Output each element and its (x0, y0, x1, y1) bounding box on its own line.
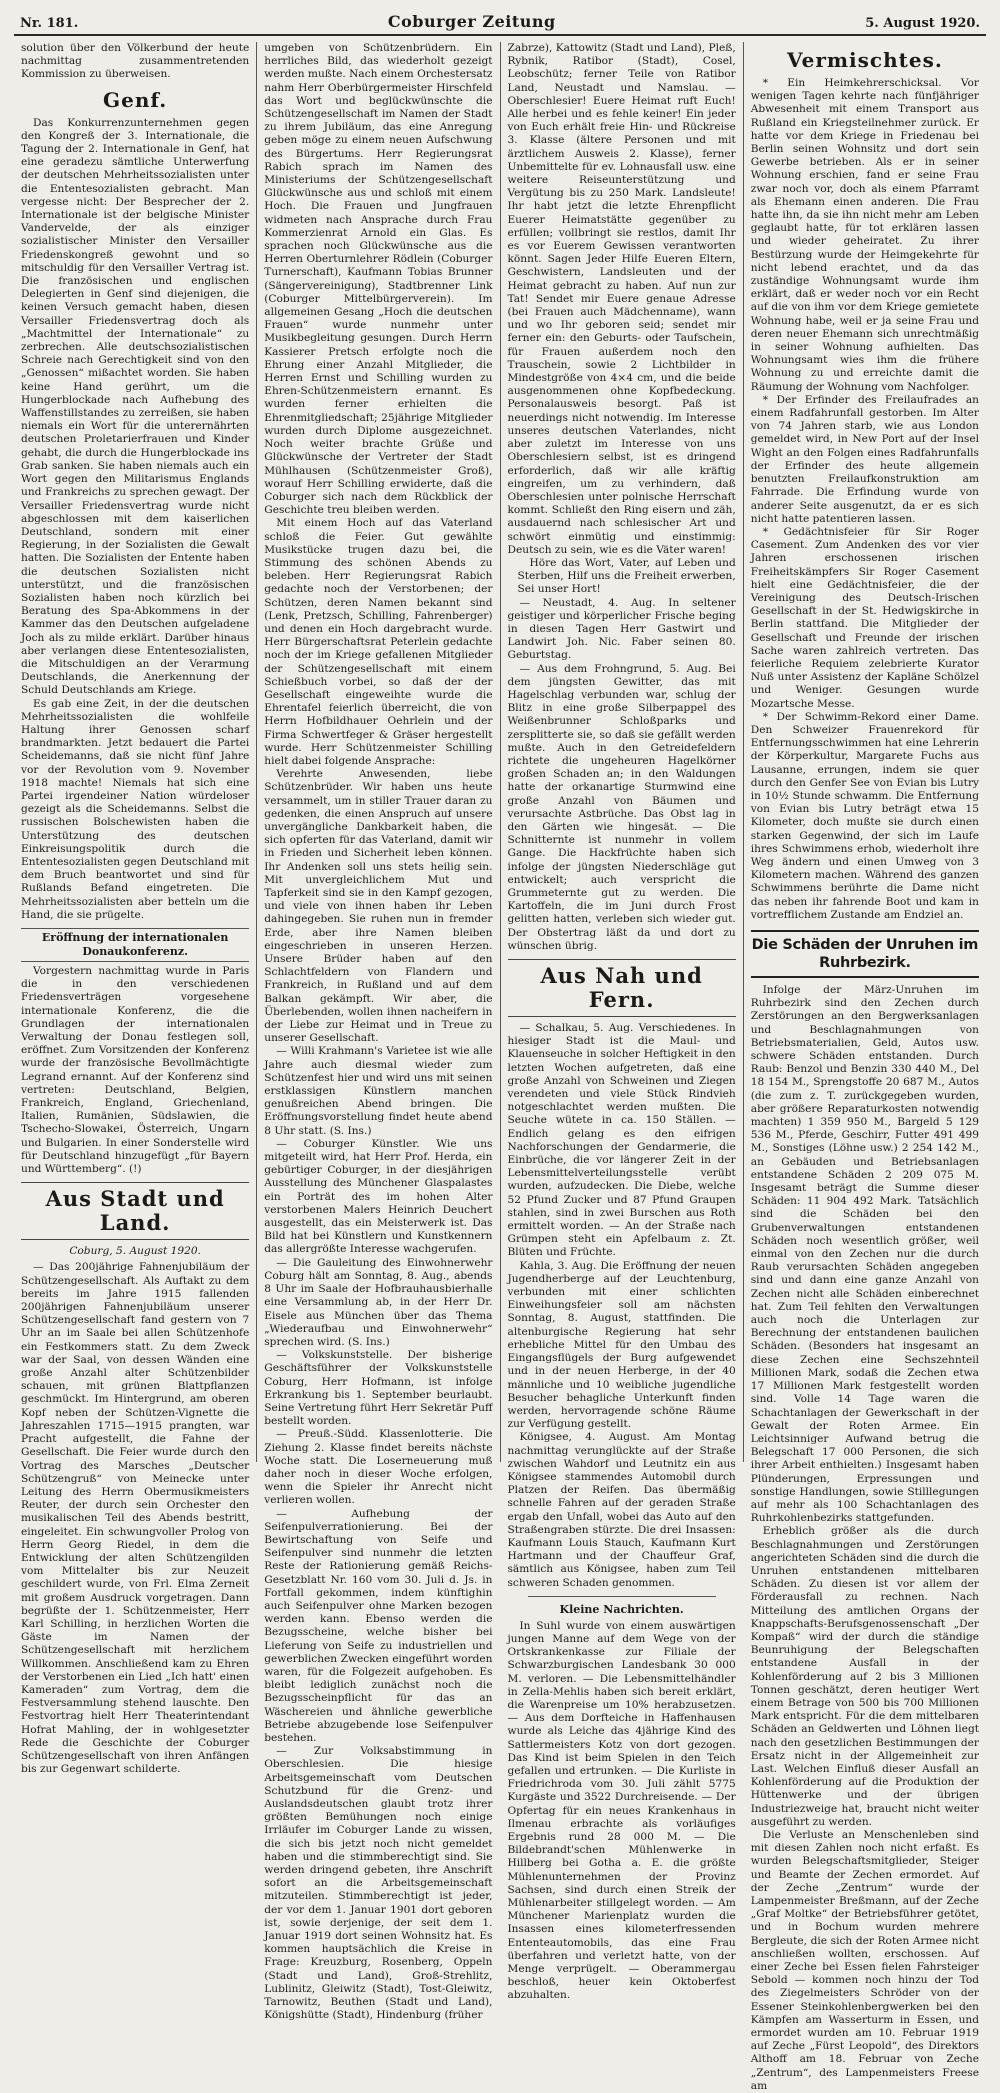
article-paragraph: * Der Schwimm-Rekord einer Dame. Den Schweizer Frauenrekord für Entfernungsschwimmen hat eine Lehrerin der Körperkultur, Margarete Fuchs aus Lausanne, errungen, indem sie quer durch den Genfer See von Evian bis Lutry in 10½ Stunde schwamm. Die Entfernung von Evian bis Lutry beträgt etwa 15 Kilometer, doch mußte sie durch einen starken Gegenwind, der sich im Laufe ihres Schwimmens erhob, wiederholt ihre Weg ändern und einen Umweg von 3 Kilometern machen. Während des ganzen Schwimmens berührte die Dame nicht das neben ihr fahrende Boot und kam in vortrefflichem Zustande am Endziel an. (750, 710, 979, 921)
column-3 (501, 42, 744, 2002)
newspaper-title: Coburger Zeitung (387, 12, 556, 31)
article-paragraph: Die Verluste an Menschenleben sind mit diesen Zahlen noch nicht erfaßt. Es wurden Belegschaftsmitglieder, Steiger und Beamte der Zechen ermordet. Auf der Zeche „Zentrum“ wurde der Lampenmeister Breßmann, auf der Zeche „Graf Moltke“ der Betriebsführer getötet, und in Bochum wurden mehrere Bergleute, die sich der Roten Armee nicht anschließen wollten, erschossen. Auf einer Zeche bei Essen fielen Fahrsteiger Sebold — kommen noch hinzu der Tod des Ziegelmeisters Schröder von der Essener Steinkohlenbergwerken bei den Kämpfen am Wasserturm in Essen, und ermordet wurden am 10. Februar 1919 auf Zeche „Fürst Leopold“, des Direktors Althoff am 18. Februar von Zeche „Zentrum“, des Lampenmeisters Freese am (750, 1829, 979, 2092)
article-paragraph: — Zur Volksabstimmung in Oberschlesien. Die hiesige Arbeitsgemeinschaft vom Deutschen Schutzbund für die Grenz- und Auslandsdeutschen glaubt trotz ihrer größten Bemühungen noch einige Irrläufer im Coburger Lande zu wissen, die sich bis jetzt noch nicht gemeldet haben und die stimmberechtigt sind. Sie werden dringend gebeten, ihre Anschrift sofort an die Arbeitsgemeinschaft mitzuteilen. Stimmberechtigt ist jeder, der vor dem 1. Januar 1901 dort geboren ist, sowie derjenige, der seit dem 1. Januar 1919 dort seinen Wohnsitz hat. Es kommen hauptsächlich die Kreise in Frage: Kreuzburg, Rosenberg, Oppeln (Stadt und Land), Groß-Strehlitz, Lublinitz, Gleiwitz (Stadt), Tost-Gleiwitz, Tarnowitz, Beuthen (Stadt und Land), Königshütte (Stadt), Hindenburg (früher (264, 1745, 493, 2022)
divider (528, 1596, 716, 1597)
article-paragraph: Infolge der März-Unruhen im Ruhrbezirk sind den Zechen durch Zerstörungen an den Bergwerksanlagen und Beschlagnahmungen von Betriebsmaterialien, Geld, Autos usw. schwere Schäden entstanden. Durch Raub: Benzol und Benzin 330 440 M., Del 18 154 M., Sprengstoffe 20 687 M., Autos (die zum z. T. zurückgegeben wurden, aber größere Reparaturkosten notwendig machten) 1 359 950 M., Bargeld 5 129 536 M., Pferde, Geschirr, Futter 491 499 M., Sonstiges (Löhne usw.) 2 254 142 M., an Gebäuden und Betriebsanlagen entstandene Schäden 2 209 075 M. Insgesamt beträgt die Summe dieser Schäden: 11 904 492 Mark. Tatsächlich sind die Schäden bei den Grubenverwaltungen entstandenen Schäden noch wesentlich größer, weil einmal von den Zechen nur die durch Raub verursachten Schäden angegeben sind und dann eine ganze Anzahl von Zechen nicht alle Schäden einberechnet hat. Zum Teil fehlten den Verwaltungen auch noch die Unterlagen zur Berechnung der entstandenen baulichen Schäden. (Besonders hat insgesamt an diese Zechen eine Sechszehnteil Millionen Mark, sodaß die Zechen etwa 17 Millionen Mark festgestellt worden sind. Volle 14 Tage waren die Schachtanlagen der Gewerkschaft in der Gewalt der Roten Armee. Ein Leichtsinniger Aufwand betrug die Belegschaft 17 000 Personen, die sich ihrer Arbeit enthielten.) Insgesamt haben Plünderungen, Erpressungen und sonstige Handlungen, sowie Stilllegungen auf mehr als 100 Schachtanlagen des Ruhrkohlenbezirks stattgefunden. (750, 984, 979, 1525)
masthead (14, 10, 986, 36)
article-paragraph: — Das 200jährige Fahnenjubiläum der Schützengesellschaft. Als Auftakt zu dem bereits im Jahre 1915 fallenden 200jährigen Fahnenjubiläum unserer Schützengesellschaft fand gestern von 7 Uhr an im Saale bei allen Schützenhofe ein Festkommers statt. Zu dem Zweck war der Saal, von dessen Wänden eine große Anzahl alter Schützenbilder schauen, mit grünen Blattpflanzen geschmückt. Im Hintergrund, am oberen Kopf neben der Schützen-Vignette die Jahreszahlen 1715—1915 prangten, war Pracht aufgestellt, die Fahne der Gesellschaft. Die Feier wurde durch den Vortrag des Marsches „Deutscher Schützengruß“ von Meinecke unter Leitung des Herrn Obermusikmeisters Reuter, der durch sein Orchester den musikalischen Teil des Abends bestritt, eingeleitet. Ein schwungvoller Prolog von Herrn Georg Riedel, in dem die Entwicklung der alten Schützengilden vom Mittelalter bis zur Neuzeit geschildert wurde, von Frl. Elma Zerneit mit großem Ausdruck vorgetragen. Dann begrüßte der 1. Schützenmeister, Herr Karl Schilling, in herzlichen Worten die Gäste im Namen der Schützengesellschaft mit herzlichem Willkommen. Anschließend kam zu Ehren der Verstorbenen ein Lied „Ich hatt' einen Kameraden“ zum Vortrag, dem die Festversammlung stehend lauschte. Den Festvortrag hielt Herr Theaterintendant Hofrat Mahling, der in wohlgesetzter Rede die Geschichte der Coburger Schützengesellschaft von ihren Anfängen bis zur Gegenwart schilderte. (21, 1261, 250, 1776)
article-paragraph: Es gab eine Zeit, in der die deutschen Mehrheitssozialisten die wohlfeile Haltung ihrer Genossen scharf brandmarkten. Jetzt bedauert die Partei Scheidemanns, daß sie nicht fünf Jahre vor der Revolution vom 9. November 1918 machte! Niemals hat sich eine Partei irgendeiner Nation würdeloser gezeigt als die Scheidemanns. Selbst die russischen Bolschewisten haben die Unterstützung des deutschen Einkreisungspolitik durch die Ententesozialisten gegen Deutschland mit dem Bruch beantwortet und sind für Rußlands Befand eingetreten. Die Mehrheitssozialisten aber betteln um die Hand, die sie prügelte. (21, 697, 250, 921)
article-paragraph: — Volkskunststelle. Der bisherige Geschäftsführer der Volkskunststelle Coburg, Herr Hofmann, ist infolge Erkrankung bis 1. September beurlaubt. Seine Vertretung führt Herr Sekretär Puff bestellt worden. (264, 1349, 493, 1428)
article-paragraph: In Suhl wurde von einem auswärtigen jungen Manne auf dem Wege von der Ortskrankenkasse zur Filiale der Schwarzburgischen Landesbank 30 000 M. verloren. — Die Lebensmittelhändler in Zella-Mehlis haben sich bereit erklärt, die Warenpreise um 10% herabzusetzen. — Aus dem Dorfteiche in Haffenhausen wurde als Leiche das 4jährige Kind des Sattlermeisters Kotz von dort gezogen. Das Kind ist beim Spielen in den Teich gefallen und ertrunken. — Die Kurliste in Friedrichroda vom 30. Juli zählt 5775 Kurgäste und 3522 Durchreisende. — Der Opfertag für ein neues Krankenhaus in Ilmenau erbrachte als vorläufiges Ergebnis rund 28 000 M. — Die Bildebrandt'schen Mühlenwerke in Hillberg bei Gotha a. E. die größte Mühlenunternehmen der Provinz Sachsen, sind durch einen Streik der Mühlenarbeiter stillgelegt worden. — Am Münchener Marienplatz wurden die Insassen eines kilometerfressenden Ententeautomobils, das eine Frau überfahren und verletzt hatte, von der Menge verprügelt. — Oberammergau beschloß, heuer kein Oktoberfest abzuhalten. (507, 1619, 736, 2002)
columns (14, 42, 986, 2092)
article-paragraph: Erheblich größer als die durch Beschlagnahmungen und Zerstörungen angerichteten Schäden sind die durch die Unruhen entstandenen mittelbaren Schäden. Zu diesen ist vor allem der Förderausfall zu rechnen. Nach Mitteilung des amtlichen Organs der Knappschafts-Berufsgenossenschaft „Der Kompaß“ wird der durch die ständige Beunruhigung der Belegschaften entstandene Ausfall in der Kohlenförderung auf 2 bis 3 Millionen Tonnen geschätzt, deren heutiger Wert einem Betrage von 500 bis 700 Millionen Mark entspricht. Für die dem mittelbaren Schäden an Geldwerten und Löhnen liegt nach den gesetzlichen Bestimmungen der Ersatz nicht in der Allgemeinheit zur Last. Welchen Einfluß dieser Ausfall an Kohlenförderung auf die Produktion der Hüttenwerke und der übrigen Industriezweige hat, braucht nicht weiter ausgeführt zu werden. (750, 1525, 979, 1828)
column-4 (744, 42, 986, 2092)
section-heading-genf: Genf. (103, 87, 168, 112)
article-paragraph: Mit einem Hoch auf das Vaterland schloß die Feier. Gut gewählte Musikstücke trugen dazu bei, die Stimmung des schönen Abends zu beleben. Herr Regierungsrat Rabich gedachte noch der Verstorbenen; der Schützen, deren Namen bekannt sind (Lenk, Pretzsch, Schilling, Fahrenberger) und denen ein Hoch dargebracht wurde. Herr Bürgerschaftsrat Peterlein gedachte noch der im Kriege gefallenen Mitglieder der Schützengesellschaft mit einem Schießbuch vorbei, so daß der der Gesellschaft eingeweihte wurde die Ehrentafel feierlich überreicht, die von Herrn Hofbildhauer Oehrlein und der Firma Schwertfeger & Gräser hergestellt wurde. Herr Schützenmeister Schilling hielt dabei folgende Ansprache: (264, 517, 493, 767)
article-paragraph: Verehrte Anwesenden, liebe Schützenbrüder. Wir haben uns heute versammelt, um in stiller Trauer daran zu gedenken, die einen Anspruch auf unsere unvergängliche Dankbarkeit haben, die sich opferten für das Vaterland, damit wir in Frieden und Sicherheit leben können. Ihr Andenken soll uns stets heilig sein. Mit unvergleichlichem Mut und Tapferkeit sind sie in den Kampf gezogen, und viele von ihnen haben ihr Leben dahingegeben. Sie ruhen nun in fremder Erde, aber ihre Namen bleiben eingeschrieben in unseren Herzen. Unsere Brüder haben auf den Schlachtfeldern von Flandern und Frankreich, in Rußland und auf dem Balkan gekämpft. Wir aber, die Überlebenden, wollen ihnen nacheifern in der Liebe zur Heimat und in Treue zu unserer Gesellschaft. (264, 768, 493, 1045)
article-paragraph: Das Konkurrenzunternehmen gegen den Kongreß der 3. Internationale, die Tagung der 2. Internationale in Genf, hat eine geradezu sämtliche Unterwerfung der deutschen Mehrheitssozialisten unter die Ententesozialisten gebracht. Man vergesse nicht: Der Besprecher der 2. Internationale ist der belgische Minister Vandervelde, der als einziger sozialistischer Minister den Versailler Friedenskongreß gewohnt und so mitschuldig für den Versailler Vertrag ist. Die französischen und englischen Delegierten in Genf sind diejenigen, die keinen Versuch gemacht haben, diesen Versailler Friedensvertrag doch als „Machtmittel der Internationale“ zu zerbrechen. Alle deutschsozialistischen Schreie nach Gerechtigkeit sind von den „Genossen“ mißachtet worden. Sie haben keine Hand gerührt, um die Hungerblockade nach Aufhebung des Waffenstillstandes zu zerreißen, sie haben niemals ein Wort für die unterernährten deutschen Proletarierfrauen und Kinder gehabt, die durch die Hungerblockade ins Grab sanken. Sie haben niemals auch ein Wort gegen den Militarismus Englands und Frankreichs zu sprechen gewagt. Der Versailler Friedensvertrag wurde nicht abgeschlossen mit dem kaiserlichen Deutschland, sondern mit einer Regierung, in der Sozialisten die Gewalt hatten. Die Sozialisten der Entente haben die deutschen Sozialisten nicht unterstützt, und die französischen Sozialisten haben noch kürzlich bei Beratung des Spa-Abkommens in der Kammer das den Deutschen aufgeladene Joch als zu milde erklärt. Darüber hinaus aber verlangen diese Ententesozialisten, die Mitschuldigen an der Verarmung Deutschlands, die Anerkennung der Schuld Deutschlands am Kriege. (21, 116, 250, 697)
article-paragraph: — Neustadt, 4. Aug. In seltener geistiger und körperlicher Frische beging in diesen Tagen Herr Gastwirt und Landwirt Joh. Nic. Faber seinen 80. Geburtstag. (507, 596, 736, 662)
issue-number: Nr. 181. (20, 16, 79, 31)
article-paragraph: Zabrze), Kattowitz (Stadt und Land), Pleß, Rybnik, Ratibor (Stadt), Cosel, Leobschütz; ferner Teile von Ratibor Land, Neustadt und Namslau. — Oberschlesier! Euere Heimat ruft Euch! Alle herbei und es fehle keiner! Ein jeder von Euch erhält freie Hin- und Rückreise 3. Klasse (ältere Personen und mit ärztlichem Ausweis 2. Klasse), ferner Unbemittelte für ev. Lohnausfall usw. eine weitere Reiseunterstützung und Vergütung bis zu 250 Mark. Landsleute! Ihr habt jetzt die letzte Ehrenpflicht Euerer Heimatstätte gegenüber zu erfüllen; vollbringt sie restlos, damit Ihr es vor Euerem Gewissen verantworten könnt. Sagen Jeder Hilfe Eueren Eltern, Geschwistern, Landsleuten und der Heimat gebracht zu haben. Auf nun zur Tat! Sendet mir Euere genaue Adresse (bei Frauen auch Mädchenname), wann und wo Ihr geboren seid; sendet mir ferner ein: den Geburts- oder Taufschein, für Frauen außerdem noch den Trauschein, sowie 2 Lichtbilder in Mindestgröße von 4×4 cm, und die beide ausgenommenen ohne Kopfbedeckung. Personalausweis besorgt. Paß ist neuerdings nicht notwendig. Im Interesse unseres deutschen Vaterlandes, nicht aber zuletzt im Interesse von uns Oberschlesiern selbst, ist es dringend erforderlich, daß wir alle kräftig eingreifen, um zu verhindern, daß Oberschlesien unter polnische Herrschaft kommt. Schließt den Ring eisern und zäh, ausdauernd nach schlesischer Art und schwört einmütig und einstimmig: Deutsch zu sein, wie es die Väter waren! (507, 42, 736, 556)
column-1 (14, 42, 257, 1776)
section-heading-nah-und-fern: Aus Nah und Fern. (508, 959, 736, 1017)
headline-ruhrbezirk: Die Schäden der Unruhen im Ruhrbezirk. (751, 930, 979, 978)
article-paragraph: — Schalkau, 5. Aug. Verschiedenes. In hiesiger Stadt ist die Maul- und Klauenseuche in solcher Heftigkeit in den letzten Wochen aufgetreten, daß eine große Anzahl von Schweinen und Ziegen verendeten und viele Stück Rindvieh notgeschlachtet werden mußten. Die Seuche wütete in ca. 150 Ställen. — Endlich gelang es den eifrigen Nachforschungen der Gendarmerie, die Einbrüche, die vor längerer Zeit in der Lebensmittelverteilungsstelle verübt wurden, aufzudecken. Die Diebe, welche 52 Pfund Zucker und 87 Pfund Graupen stahlen, sind in zwei Burschen aus Roth ermittelt worden. — An der Straße nach Grümpen steht ein Apfelbaum z. Zt. Blüten und Früchte. (507, 1022, 736, 1259)
article-paragraph: Kahla, 3. Aug. Die Eröffnung der neuen Jugendherberge auf der Leuchtenburg, verbunden mit einer schlichten Einweihungsfeier soll am nächsten Sonntag, 8. August, stattfinden. Die altenburgische Regierung hat sehr erhebliche Mittel für den Umbau des Eingangsflügels der Burg aufgewendet und in der neuen Herberge, in der 40 männliche und 10 weibliche jugendliche Besucher behagliche Unterkunft finden werden, hervorragende schöne Räume zur Verfügung gestellt. (507, 1259, 736, 1431)
article-paragraph: — Aufhebung der Seifenpulverrationierung. Bei der Bewirtschaftung von Seife und Seifenpulver sind nunmehr die letzten Reste der Rationierung gemäß Reichs-Gesetzblatt Nr. 160 vom 30. Juli d. Js. in Fortfall gekommen, indem künftighin auch Seifenpulver ohne Marken bezogen werden kann. Ebenso werden die Bezugsscheine, welche bisher bei Lieferung von Seife zu industriellen und gewerblichen Zwecken eingeführt worden waren, für die Folgezeit aufgehoben. Es bleibt lediglich zunächst noch die Bezugsscheinpflicht für das an Wäschereien und ähnliche gewerbliche Betriebe abzugebende lose Seifenpulver bestehen. (264, 1507, 493, 1744)
article-paragraph: — Preuß.-Südd. Klassenlotterie. Die Ziehung 2. Klasse findet bereits nächste Woche statt. Die Loserneuerung muß daher noch in dieser Woche erfolgen, wenn die Spieler ihr Anrecht nicht verlieren wollen. (264, 1428, 493, 1507)
section-heading-stadt-und-land: Aus Stadt und Land. (21, 1182, 249, 1240)
article-paragraph: Königsee, 4. August. Am Montag nachmittag verunglückte auf der Straße zwischen Wahdorf und Leutnitz ein aus Königsee stammendes Automobil durch Platzen der Reifen. Das übermäßig schnelle Fahren auf der geraden Straße ergab den Unfall, wobei das Auto auf den Straßengraben stürzte. Die drei Insassen: Kaufmann Louis Stauch, Kaufmann Kurt Hartmann und der Chauffeur Graf, sämtlich aus Königsee, haben zum Teil schweren Schaden genommen. (507, 1431, 736, 1589)
article-paragraph: — Aus dem Frohngrund, 5. Aug. Bei dem jüngsten Gewitter, das mit Hagelschlag verbunden war, schlug der Blitz in eine große Silberpappel des Weißenbrunner Schloßparks und zersplitterte sie, so daß sie gefällt werden mußte. Auch in den Getreidefeldern richtete die ungeheuren Hagelkörner großen Schaden an; in den Waldungen hatte der orkanartige Sturmwind eine große Anzahl von Bäumen und verursachte Astbrüche. Das Obst lag in den Gärten wie hingesät. — Die Schnitternte ist nunmehr in vollem Gange. Die Hackfrüchte haben sich infolge der jüngsten Niederschläge gut entwickelt; auch verspricht die Grummeternte gut zu werden. Die Kartoffeln, die im Juni durch Frost gelitten hatten, verleben sich wieder gut. Der Obstertrag läßt da und dort zu wünschen übrig. (507, 662, 736, 952)
article-paragraph: * Der Erfinder des Freilaufrades an einem Radfahrunfall gestorben. Im Alter von 74 Jahren starb, wie aus London gemeldet wird, in New Port auf der Insel Wight an den Folgen eines Radfahrunfalls der Erfinder des heute allgemein benutzten Freilaufkonstruktion am Fahrrade. Die Erfindung wurde von anderer Seite ausgenutzt, da er es sich nicht hatte patentieren lassen. (750, 393, 979, 525)
subheading-donaukonferenz: Eröffnung der internationalen Donaukonferenz. (21, 928, 249, 962)
column-2 (257, 42, 500, 2022)
article-paragraph: Vorgestern nachmittag wurde in Paris die in den verschiedenen Friedensverträgen vorgesehene internationale Konferenz, die die Grundlagen der internationalen Verwaltung der Donau festlegen soll, eröffnet. Zum Vorsitzenden der Konferenz wurde der französische Bevollmächtigte Legrand ernannt. Auf der Konferenz sind vertreten: Deutschland, Belgien, Frankreich, England, Griechenland, Italien, Rumänien, Südslawien, die Tschecho-Slowakei, Österreich, Ungarn und Bulgarien. In einer Sonderstelle wird für Deutschland hinzugefügt „für Bayern und Württemberg“. (!) (21, 965, 250, 1176)
article-paragraph: * Ein Heimkehrerschicksal. Vor wenigen Tagen kehrte nach fünfjähriger Abwesenheit mit einem Transport aus Rußland ein Kriegsteilnehmer zurück. Er hatte vor dem Kriege in Friedenau bei Berlin seinen Wohnsitz und dort sein Gewerbe betrieben. Als er in seiner Wohnung erschien, fand er seine Frau zwar noch vor, doch als einem Pfarramt als Ehemann einen anderen. Die Frau hatte ihn, da sie ihn nicht mehr am Leben geglaubt hatte, für tot erklären lassen und wieder geheiratet. Zu ihrer Bestürzung wurde der Heimgekehrte für nicht lebend erachtet, und da das zuständige Wohnungsamt wurde ihm erklärt, daß er weder noch vor ein Recht auf die von ihm vor dem Kriege gemietete Wohnung habe, weil er ja seine Frau und deren neuer Ehemann sich unrechtmäßig in seiner Wohnung aufhielten. Das Wohnungsamt wies ihm die frühere Wohnung zu und erreichte damit die Räumung der Wohnung vom Nachfolger. (750, 77, 979, 393)
article-paragraph: umgeben von Schützenbrüdern. Ein herrliches Bild, das wiederholt gezeigt werden mußte. Nach einem Orchestersatz nahm Herr Oberbürgermeister Hirschfeld das Wort und beglückwünschte die Schützengesellschaft im Namen der Stadt zu ihrem Jubiläum, das eine Anregung geben möge zu einem neuen Aufschwung des Bürgertums. Herr Regierungsrat Rabich sprach im Namen des Ministeriums der Schützengesellschaft Glückwünsche aus und schloß mit einem Hoch. Die Frauen und Jungfrauen widmeten nach Ansprache durch Frau Kommerzienrat Arnold ein Glas. Es sprachen noch Glückwünsche aus die Herren Oberturnlehrer Rödlein (Coburger Turnerschaft), Kaufmann Tobias Brunner (Sängervereinigung), Stadtbrenner Link (Coburger Mittelbürgerverein). Im allgemeinen Gesang „Hoch die deutschen Frauen“ wurde nunmehr unter Musikbegleitung gesungen. Durch Herrn Kassierer Pretsch erfolgte noch die Ehrung einer Anzahl Mitglieder, die Herren Ernst und Schilling wurden zu Ehren-Schützenmeistern ernannt. Es wurden ferner erhielten die Ehrenmitgliedschaft; 25jährige Mitglieder wurden durch Diplome ausgezeichnet. Noch weiter brachte Grüße und Glückwünsche der Vertreter der Stadt Mühlhausen (Schützenmeister Groß), worauf Herr Schilling erwiderte, daß die Coburger sich nach dem Rückblick der Geschichte treu bleiben werden. (264, 42, 493, 517)
article-paragraph: — Coburger Künstler. Wie uns mitgeteilt wird, hat Herr Prof. Herda, ein gebürtiger Coburger, in der diesjährigen Ausstellung des Münchener Glaspalastes ein Porträt des im hohen Alter verstorbenen Malers Heinrich Deuchert ausgestellt, das ein Meisterwerk ist. Das Bild hat bei Künstlern und Kunstkennern das allergrößte Interesse wachgerufen. (264, 1137, 493, 1256)
article-paragraph: — Willi Krahmann's Varietee ist wie alle Jahre auch diesmal wieder zum Schützenfest hier und wird uns mit seinen erstklassigen Künstlern manchen genußreichen Abend bringen. Die Eröffnungsvorstellung findet heute abend 8 Uhr statt. (S. Ins.) (264, 1045, 493, 1137)
article-paragraph: * Gedächtnisfeier für Sir Roger Casement. Zum Andenken des vor vier Jahren erschossenen irischen Freiheitskämpfers Sir Roger Casement hielt eine Gedächtnisfeier, die der Vereinigung des Deutsch-Irischen Gesellschaft in der St. Hedwigskirche in Berlin stattfand. Die Mitglieder der Gesellschaft und Freunde der irischen Sache waren zahlreich vertreten. Das feierliche Requiem zelebrierte Kurator Nuß unter Assistenz der Kapläne Schölzel und Weniger. Gesungen wurde Mozartsche Messe. (750, 525, 979, 710)
poem: Höre das Wort, Vater, auf Leben und Sterben, Hilf uns die Freiheit erwerben, Sei unser Hort! (517, 556, 736, 596)
article-paragraph: — Die Gauleitung des Einwohnerwehr Coburg hält am Sonntag, 8. Aug., abends 8 Uhr im Saale der Hofbrauhausbierhalle eine Versammlung ab, in der Herr Dr. Eisele aus München über das Thema „Wiederaufbau und Einwohnerwehr“ sprechen wird. (S. Ins.) (264, 1256, 493, 1348)
dateline: Coburg, 5. August 1920. (69, 1245, 201, 1258)
subheading-kleine-nachrichten: Kleine Nachrichten. (559, 1602, 684, 1616)
section-heading-vermischtes: Vermischtes. (786, 48, 943, 72)
article-continuation: solution über den Völkerbund der heute nachmittag zusammentretenden Kommission zu überweisen. (21, 42, 250, 81)
issue-date: 5. August 1920. (865, 16, 980, 31)
